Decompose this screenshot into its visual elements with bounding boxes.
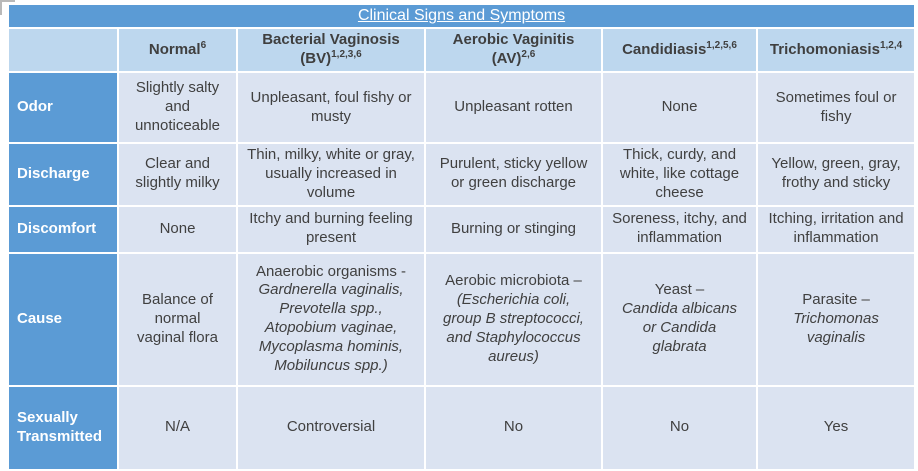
cell-discharge-av: Purulent, sticky yellow or green discharge	[425, 143, 602, 206]
cell-discharge-normal: Clear and slightly milky	[118, 143, 237, 206]
cell-discomfort-candidiasis: Soreness, itchy, and inflammation	[602, 206, 757, 253]
table-row-odor	[8, 72, 915, 143]
clinical-signs-table	[7, 3, 916, 471]
col-header-candidiasis: Candidiasis$^{1,2,5,6}$	[602, 28, 757, 72]
row-label-sexually-transmitted: Sexually Transmitted	[8, 386, 118, 470]
table-row-cause	[8, 253, 915, 386]
cell-discharge-candidiasis: Thick, curdy, and white, like cottage cheese	[602, 143, 757, 206]
cell-st-normal: N/A	[118, 386, 237, 470]
cell-cause-bv: Anaerobic organisms - Gardnerella vaginalis, Prevotella spp., Atopobium vaginae, Mycoplasma hominis, Mobiluncus spp.)	[237, 253, 425, 386]
cell-st-candidiasis: No	[602, 386, 757, 470]
cell-odor-candidiasis: None	[602, 72, 757, 143]
cell-st-av: No	[425, 386, 602, 470]
row-label-cause: Cause	[8, 253, 118, 386]
cell-discomfort-trichomoniasis: Itching, irritation and inflammation	[757, 206, 915, 253]
col-header-normal: Normal$^6$	[118, 28, 237, 72]
cell-cause-candidiasis: Yeast – Candida albicans or Candida glabrata	[602, 253, 757, 386]
cell-odor-bv: Unpleasant, foul fishy or musty	[237, 72, 425, 143]
cell-discomfort-normal: None	[118, 206, 237, 253]
cell-odor-av: Unpleasant rotten	[425, 72, 602, 143]
table-row-discharge	[8, 143, 915, 206]
cell-cause-trichomoniasis: Parasite – Trichomonas vaginalis	[757, 253, 915, 386]
cell-discharge-trichomoniasis: Yellow, green, gray, frothy and sticky	[757, 143, 915, 206]
row-label-discomfort: Discomfort	[8, 206, 118, 253]
cell-st-bv: Controversial	[237, 386, 425, 470]
cell-discharge-bv: Thin, milky, white or gray, usually increased in volume	[237, 143, 425, 206]
cell-odor-normal: Slightly salty and unnoticeable	[118, 72, 237, 143]
cell-discomfort-bv: Itchy and burning feeling present	[237, 206, 425, 253]
cell-cause-av: Aerobic microbiota – (Escherichia coli, group B streptococci, and Staphylococcus aureus)	[425, 253, 602, 386]
table-title-text: Clinical Signs and Symptoms	[357, 7, 566, 25]
row-label-discharge: Discharge	[8, 143, 118, 206]
row-label-odor: Odor	[8, 72, 118, 143]
header-corner-cell	[8, 28, 118, 72]
col-header-aerobic-vaginitis: Aerobic Vaginitis (AV)$^{2,6}$	[425, 28, 602, 72]
table-title	[8, 4, 915, 28]
cell-cause-normal: Balance of normal vaginal flora	[118, 253, 237, 386]
table-row-sexually-transmitted	[8, 386, 915, 470]
col-header-bacterial-vaginosis: Bacterial Vaginosis (BV)$^{1,2,3,6}$	[237, 28, 425, 72]
cell-odor-trichomoniasis: Sometimes foul or fishy	[757, 72, 915, 143]
cell-discomfort-av: Burning or stinging	[425, 206, 602, 253]
cell-st-trichomoniasis: Yes	[757, 386, 915, 470]
col-header-trichomoniasis: Trichomoniasis$^{1,2,4}$	[757, 28, 915, 72]
table-row-discomfort	[8, 206, 915, 253]
